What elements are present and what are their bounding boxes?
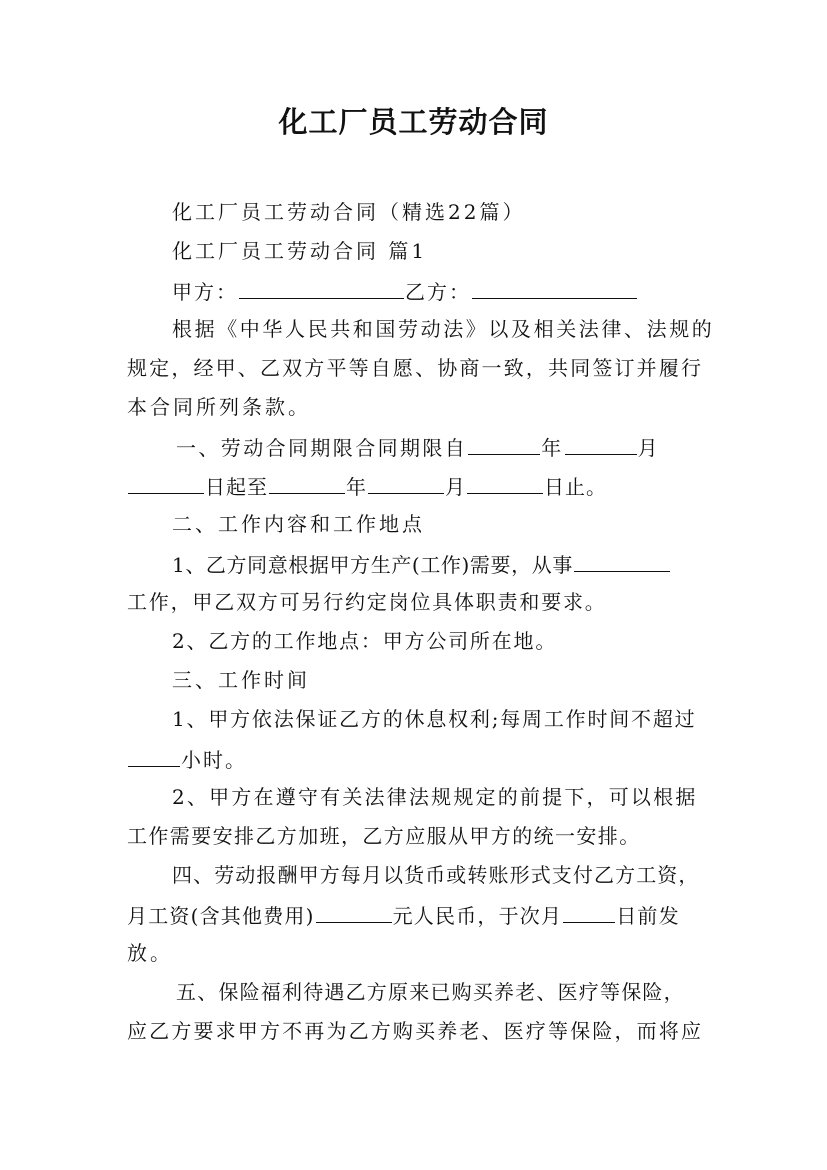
end-month-label: 月	[445, 475, 466, 499]
salary-blank	[316, 900, 392, 923]
party-b-label: 乙方：	[405, 280, 471, 304]
clause1-text: 一、劳动合同期限合同期限自	[176, 436, 468, 460]
end-month-blank	[368, 471, 444, 494]
hours-label: 小时。	[181, 748, 247, 772]
clause3-item1-line-2	[127, 744, 247, 774]
pay-day-label: 日前发	[616, 904, 680, 928]
clause1-line-2	[127, 471, 607, 501]
year-label: 年	[541, 436, 564, 460]
clause2-item1-line-2: 工作，甲乙双方可另行约定岗位具体职责和要求。	[127, 590, 607, 614]
intro-line-1: 根据《中华人民共和国劳动法》以及相关法律、法规的	[172, 317, 715, 341]
clause3-item2-line-1: 2、甲方在遵守有关法律法规规定的前提下，可以根据	[172, 785, 698, 809]
intro-line-3: 本合同所列条款。	[127, 395, 311, 419]
clause2-heading: 二、工作内容和工作地点	[172, 512, 425, 536]
intro-line-2: 规定，经甲、乙双方平等自愿、协商一致，共同签订并履行	[127, 356, 701, 380]
clause3-item1-line-1: 1、甲方依法保证乙方的休息权利;每周工作时间不超过	[172, 707, 697, 731]
clause3-item2-line-2: 工作需要安排乙方加班，乙方应服从甲方的统一安排。	[127, 824, 641, 848]
clause4-line-1: 四、劳动报酬甲方每月以货币或转账形式支付乙方工资，	[172, 863, 700, 887]
currency-label: 元人民币，于次月	[392, 904, 563, 928]
clause5-line-1: 五、保险福利待遇乙方原来已购买养老、医疗等保险，	[176, 980, 685, 1004]
clause5-line-2: 应乙方要求甲方不再为乙方购买养老、医疗等保险，而将应	[127, 1019, 701, 1043]
salary-label: 月工资(含其他费用)	[127, 904, 315, 928]
party-b-blank	[472, 276, 637, 299]
document-title: 化工厂员工劳动合同	[278, 105, 549, 139]
parties-line	[172, 276, 638, 306]
clause2-item2: 2、乙方的工作地点：甲方公司所在地。	[172, 629, 558, 653]
party-a-blank	[239, 276, 404, 299]
start-year-blank	[468, 432, 540, 455]
clause1-line-1	[176, 432, 660, 462]
clause4-line-2	[127, 900, 680, 930]
start-day-blank	[128, 471, 204, 494]
end-day-blank	[467, 471, 543, 494]
end-year-blank	[269, 471, 345, 494]
start-month-blank	[565, 432, 637, 455]
end-year-label: 年	[346, 475, 367, 499]
job-blank	[574, 549, 670, 572]
pay-day-blank	[563, 900, 615, 923]
day-from-label: 日起至	[205, 475, 268, 499]
document-subtitle: 化工厂员工劳动合同（精选22篇）	[172, 200, 526, 224]
section-heading: 化工厂员工劳动合同 篇1	[172, 239, 428, 263]
clause2-item1-line-1	[172, 549, 671, 579]
hours-blank	[128, 744, 180, 767]
month-label: 月	[637, 436, 661, 460]
party-a-label: 甲方：	[172, 280, 238, 304]
clause4-line-3: 放。	[127, 941, 173, 965]
clause3-heading: 三、工作时间	[172, 668, 310, 692]
day-end-label: 日止。	[544, 475, 607, 499]
clause2-item1-text: 1、乙方同意根据甲方生产(工作)需要，从事	[172, 553, 573, 577]
